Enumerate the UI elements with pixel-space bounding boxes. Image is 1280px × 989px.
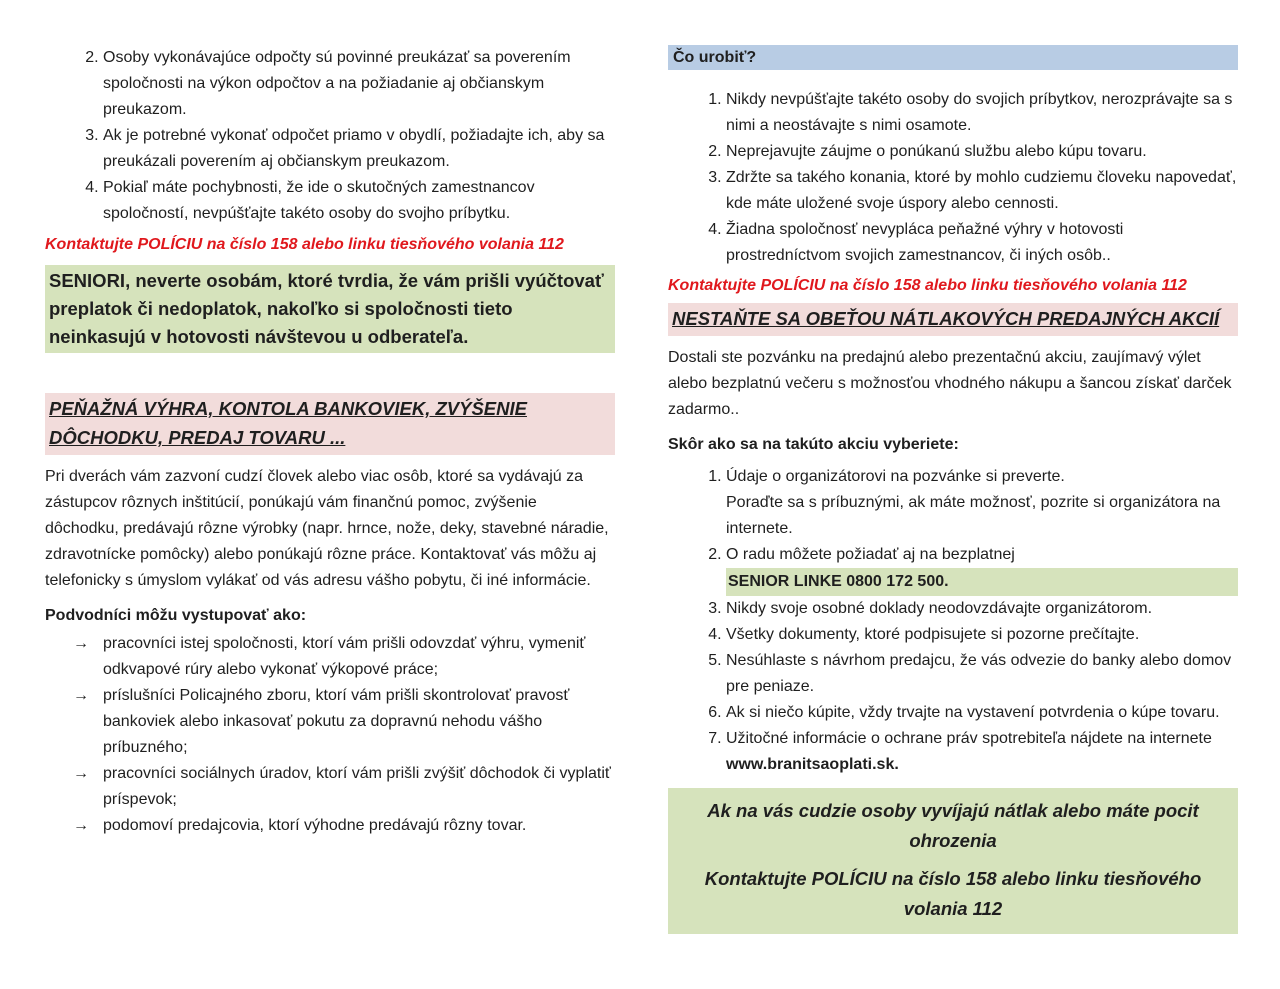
list-item: 3. Ak je potrebné vykonať odpočet priamo v obydlí, požiadajte ich, aby sa preukázali poverením aj občianskym preukazom. [103, 123, 615, 175]
impostor-list [45, 631, 615, 839]
what-to-do-header: Čo urobiť? [668, 45, 1238, 70]
list-item: 2. Osoby vykonávajúce odpočty sú povinné preukázať sa poverením spoločnosti na výkon odpočtov a na požiadanie aj občianskym preukazom. [103, 45, 615, 123]
intro-paragraph: Pri dverách vám zazvoní cudzí človek alebo viac osôb, ktoré sa vydávajú za zástupcov rôznych inštitúcií, ponúkajú vám finančnú pomoc, zvýšenie dôchodku, predávajú rôzne výrobky (napr. hrnce, nože, deky, stavebné náradie, zdravotnícke pomôcky) alebo ponúkajú rôzne práce. Kontaktovať vás môžu aj telefonicky s úmyslom vylákať od vás adresu vášho pobytu, či iné informácie. [45, 468, 609, 589]
arrow-icon: → [73, 817, 89, 834]
event-advice-list [668, 464, 1238, 778]
list-item-text: Údaje o organizátorovi na pozvánke si preverte. [726, 468, 1065, 485]
emergency-alert-box [668, 788, 1238, 934]
arrow-icon: → [73, 765, 89, 782]
list-item: 1. Nikdy nevpúšťajte takéto osoby do svojich príbytkov, nerozprávajte sa s nimi a neostávajte s nimi osamote. [726, 87, 1238, 139]
list-item: 2. Neprejavujte záujme o ponúkanú službu alebo kúpu tovaru. [726, 139, 1238, 165]
section-heading-text: NESTAŇTE SA OBEŤOU NÁTLAKOVÝCH PREDAJNÝCH AKCIÍ [672, 308, 1220, 329]
list-item [726, 542, 1238, 596]
seniors-warning-box: SENIORI, neverte osobám, ktoré tvrdia, že vám prišli vyúčtovať preplatok či nedoplatok, nakoľko si spoločnosti tieto neinkasujú v hotovosti návštevou u odberateľa. [45, 265, 615, 353]
list-item-text: podomoví predajcovia, ktorí výhodne predávajú rôzny tovar. [103, 817, 527, 834]
list-item-text: pracovníci istej spoločnosti, ktorí vám prišli odovzdať výhru, vymeniť odkvapové rúry alebo vykonať výkopové práce; [103, 635, 586, 678]
list-item [726, 726, 1238, 778]
list-item-text: Poraďte sa s príbuznými, ak máte možnosť, pozrite si organizátora na internete. [726, 494, 1221, 537]
list-item [45, 813, 615, 839]
arrow-icon: → [73, 687, 89, 704]
list-item-text: pracovníci sociálnych úradov, ktorí vám prišli zvýšiť dôchodok či vyplatiť príspevok; [103, 765, 611, 808]
right-column [668, 45, 1238, 934]
police-contact-line: Kontaktujte POLÍCIU na číslo 158 alebo linku tiesňového volania 112 [668, 277, 1187, 294]
impostors-heading: Podvodníci môžu vystupovať ako: [45, 607, 307, 624]
invitation-paragraph: Dostali ste pozvánku na predajnú alebo prezentačnú akciu, zaujímavý výlet alebo bezplatnú večeru s možnosťou vhodného nákupu a šancou získať darček zadarmo.. [668, 349, 1232, 418]
police-contact-line: Kontaktujte POLÍCIU na číslo 158 alebo linku tiesňového volania 112 [45, 236, 564, 253]
list-item: 5. Nesúhlaste s návrhom predajcu, že vás odvezie do banky alebo domov pre peniaze. [726, 648, 1238, 700]
list-item [726, 464, 1238, 542]
meter-reading-list [45, 45, 615, 227]
alert-line: Kontaktujte POLÍCIU na číslo 158 alebo linku tiesňového volania 112 [704, 868, 1202, 919]
list-item-text: Užitočné informácie o ochrane práv spotrebiteľa nájdete na internete [726, 730, 1212, 747]
list-item-text: O radu môžete požiadať aj na bezplatnej [726, 546, 1015, 563]
section-heading-text: PEŇAŽNÁ VÝHRA, KONTOLA BANKOVIEK, ZVÝŠENIE DÔCHODKU, PREDAJ TOVARU ... [49, 398, 527, 448]
senior-line-highlight: SENIOR LINKE 0800 172 500. [726, 568, 1238, 596]
list-item-text: príslušníci Policajného zboru, ktorí vám prišli skontrolovať pravosť bankoviek alebo inkasovať pokutu za dopravnú nehodu vášho príbuzného; [103, 687, 570, 756]
section-heading-pressure-sales [668, 303, 1238, 336]
list-item [45, 761, 615, 813]
list-item: 4. Pokiaľ máte pochybnosti, že ide o skutočných zamestnancov spoločností, nevpúšťajte takéto osoby do svojho príbytku. [103, 175, 615, 227]
list-item: 3. Nikdy svoje osobné doklady neodovzdávajte organizátorom. [726, 596, 1238, 622]
list-item: 3. Zdržte sa takého konania, ktoré by mohlo cudziemu človeku napovedať, kde máte uložené svoje úspory alebo cennosti. [726, 165, 1238, 217]
list-item: 4. Všetky dokumenty, ktoré podpisujete si pozorne prečítajte. [726, 622, 1238, 648]
arrow-icon: → [73, 635, 89, 652]
list-item: 6. Ak si niečo kúpite, vždy trvajte na vystavení potvrdenia o kúpe tovaru. [726, 700, 1238, 726]
what-to-do-list [668, 87, 1238, 269]
list-item [45, 683, 615, 761]
alert-line: Ak na vás cudzie osoby vyvíjajú nátlak alebo máte pocit ohrozenia [707, 800, 1199, 851]
list-item: 4. Žiadna spoločnosť nevypláca peňažné výhry v hotovosti prostredníctvom svojich zamestnancov, či iných osôb.. [726, 217, 1238, 269]
list-item [45, 631, 615, 683]
left-column [45, 45, 615, 839]
website-text: www.branitsaoplati.sk. [726, 756, 899, 773]
section-heading-money-win [45, 393, 615, 455]
before-event-heading: Skôr ako sa na takúto akciu vyberiete: [668, 436, 959, 453]
